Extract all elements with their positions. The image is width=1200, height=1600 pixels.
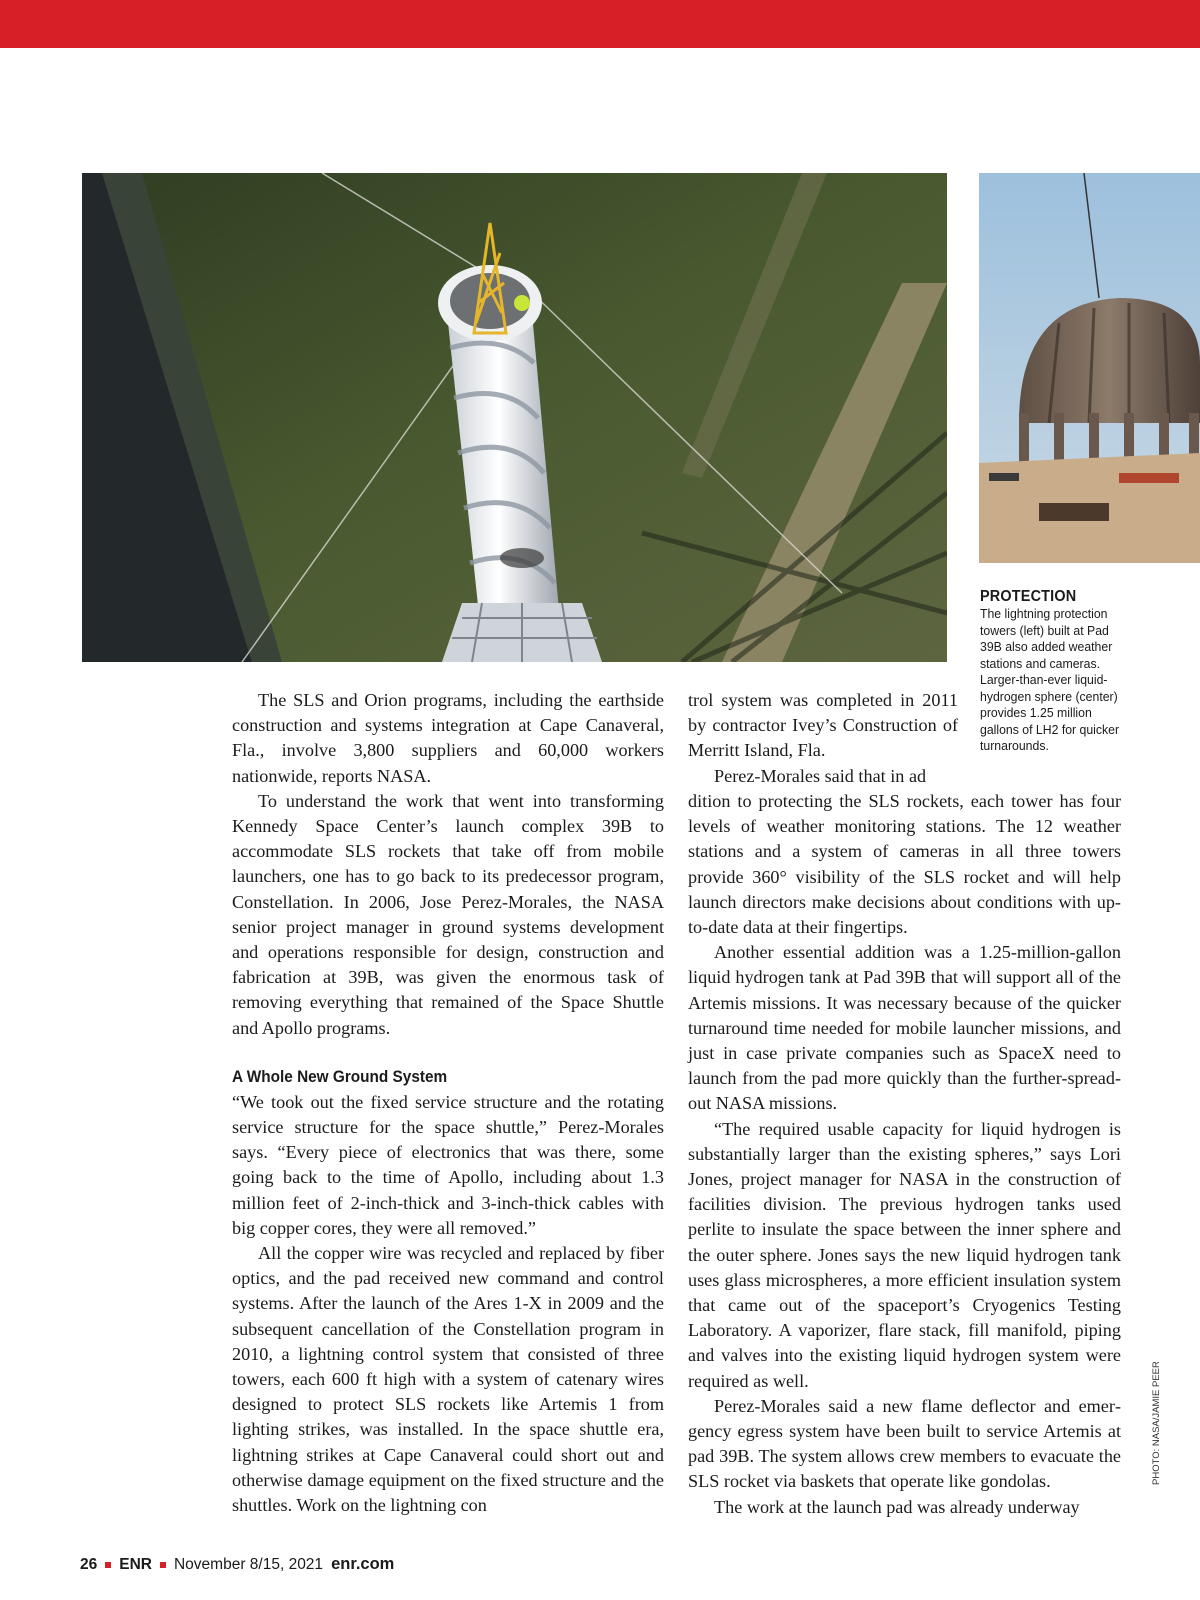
section-subhead: A Whole New Ground System (232, 1067, 448, 1086)
paragraph: Another essential addition was a 1.25-million-gallon liquid hydrogen tank at Pad 39B that will support all of the Artemis missions. It was necessary because of the quicker turnaround time needed for mobile launcher missions, and just in case private companies such as SpaceX need to launch from the pad more quickly than the further-spread-out NASA missions. (688, 942, 1121, 1114)
header-accent-bar (0, 0, 1200, 48)
photo-caption (980, 588, 1120, 755)
paragraph: The SLS and Orion programs, including the earthside construction and systems integration at Cape Canaveral, Fla., involve 3,800 suppliers and 60,000 workers nationwide, reports NASA. (232, 690, 664, 786)
paragraph: All the copper wire was recycled and replaced by fiber optics, and the pad received new command and control systems. After the launch of the Ares 1-X in 2009 and the subsequent cancellation of the Constellation program in 2010, a lightning control system that consisted of three towers, each 600 ft high with a system of catenary wires designed to protect SLS rockets like Artemis 1 from lighting strikes, was installed. In the space shuttle era, lightning strikes at Cape Canaveral could short out and otherwise damage equipment on the fixed structure and the shuttles. Work on the lightning con (232, 1243, 664, 1516)
issue-date: November 8/15, 2021 (173, 1556, 324, 1573)
separator-dot (160, 1562, 166, 1568)
paragraph: dition to protecting the SLS rockets, each tower has four levels of weather monitoring stations. The 12 weather stations and a system of cameras in all three towers provide 360° visibility of the SLS rocket and will help launch directors make decisions about conditions with up-to-date data at their fingertips. (688, 791, 1121, 938)
paragraph: “The required usable capacity for liquid hydrogen is substantially larger than the existing spheres,” says Lori Jones, project manager for NASA in the construction of facilities division. The previous hydrogen tanks used perlite to insulate the space between the inner sphere and the outer sphere. Jones says the new liquid hydrogen tank uses glass microspheres, a more efficient insulation system that came out of the spaceport’s Cryogenics Testing Laboratory. A vaporizer, flare stack, fill manifold, piping and valves into the existing liquid hydrogen system were required as well. (688, 1118, 1121, 1391)
paragraph: Perez-Morales said that in ad (714, 765, 927, 786)
article-column-2-top (688, 688, 958, 789)
website-link[interactable]: enr.com (331, 1555, 395, 1573)
paragraph: Perez-Morales said a new flame deflector and emergency egress system have been built to service Artemis at pad 39B. The system allows crew members to evacuate the SLS rocket via baskets that operate like gondolas. (688, 1395, 1121, 1492)
article-column-2 (688, 789, 1121, 1520)
photo-credit: PHOTO: NASA/JAMIE PEER (1151, 1361, 1162, 1485)
paragraph: trol system was completed in 2011 by contractor Ivey’s Construction of Merritt Island, Fla. (688, 690, 958, 761)
article-column-1 (232, 688, 664, 1518)
paragraph: “We took out the fixed service structure and the rotating service structure for the space shuttle,” Perez-Morales says. “Every piece of electronics that was there, some going back to the time of Apollo, including about 1.3 million feet of 2-inch-thick and 3-inch-thick cables with big copper cores, they were all removed.” (232, 1091, 664, 1238)
caption-text: The lightning protection towers (left) built at Pad 39B also added weather stations and cameras. Larger-than-ever liquid-hydrogen sphere (center) provides 1.25 million gallons of LH2 for quicker turnarounds. (980, 606, 1120, 753)
lightning-tower-photo (82, 173, 947, 662)
page-footer (80, 1555, 394, 1574)
paragraph: The work at the launch pad was already underway (714, 1496, 1080, 1517)
magazine-name: ENR (119, 1556, 152, 1573)
hydrogen-sphere-photo (979, 173, 1200, 563)
separator-dot (105, 1562, 111, 1568)
caption-title: PROTECTION (980, 588, 1077, 605)
paragraph: To understand the work that went into transforming Kennedy Space Center’s launch complex 39B to accommodate SLS rockets that take off from mobile launchers, one has to go back to its predecessor program, Constellation. In 2006, Jose Perez-Morales, the NASA senior project manager in ground systems development and operations responsible for design, construction and fabrication at 39B, was given the enormous task of removing everything that remained of the Space Shuttle and Apollo programs. (232, 790, 664, 1038)
page-number: 26 (80, 1556, 98, 1573)
